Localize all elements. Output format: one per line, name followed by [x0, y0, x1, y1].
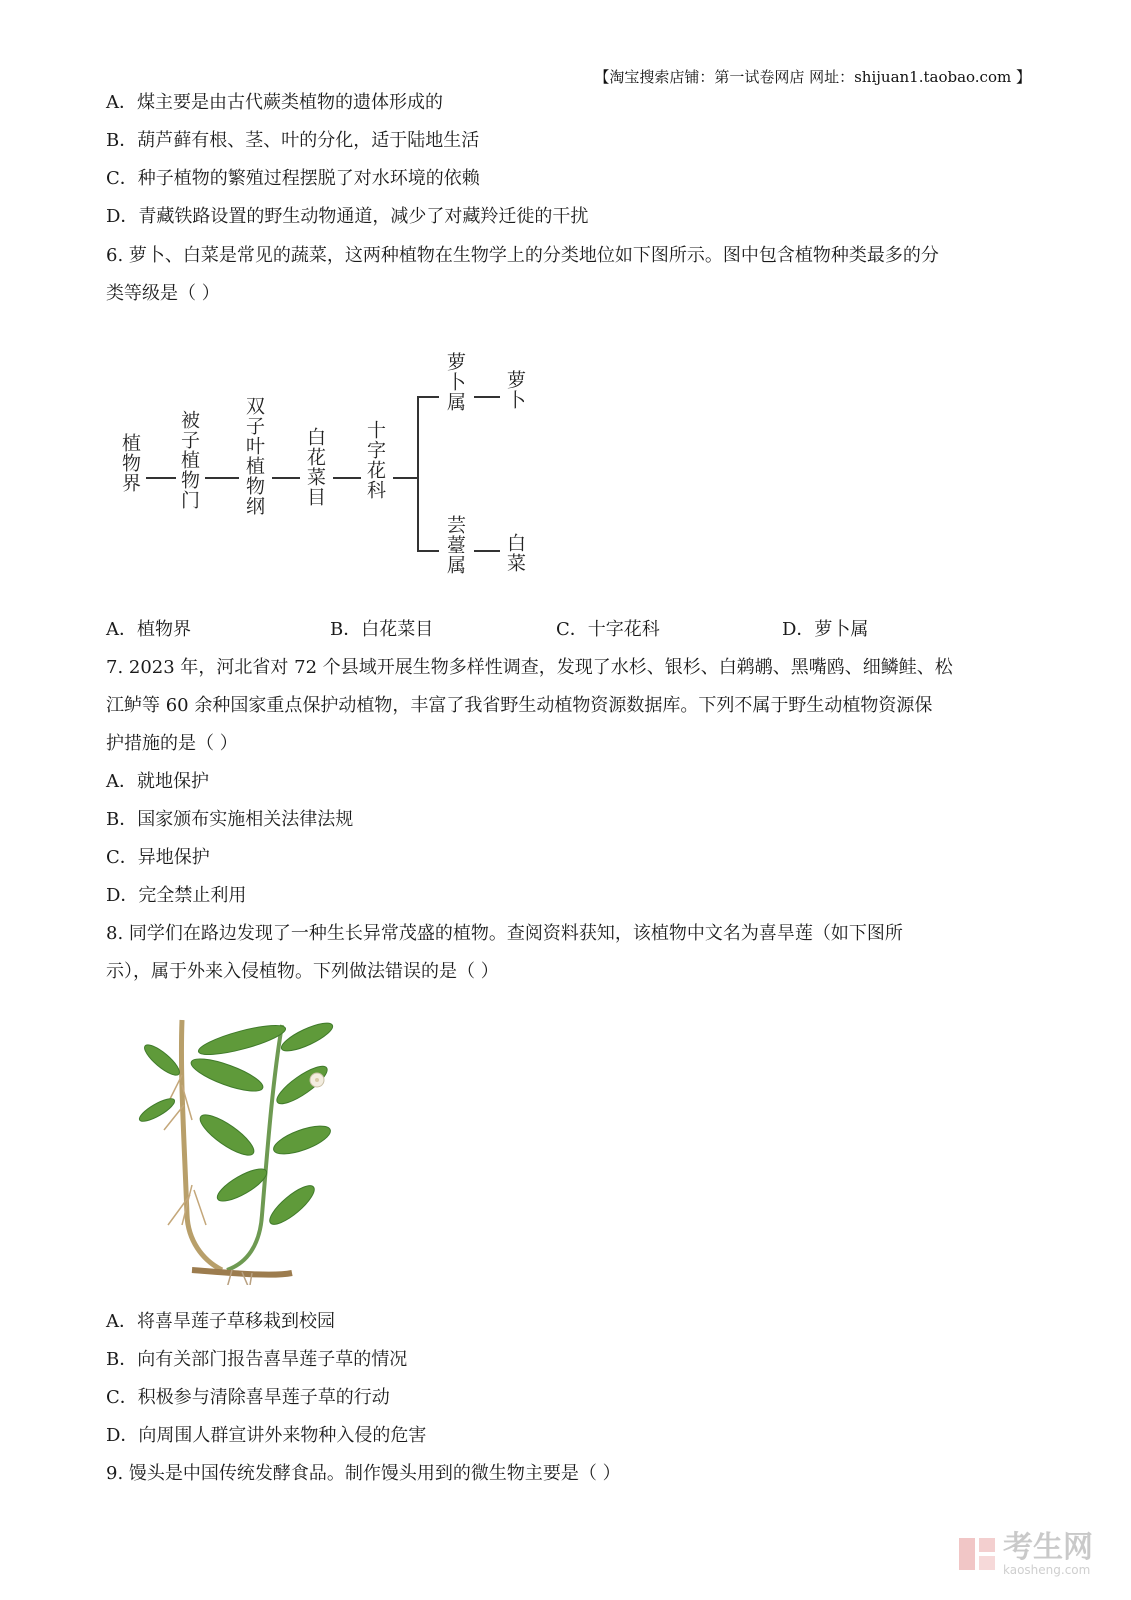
tax-connector	[417, 550, 439, 552]
watermark-logo-icon	[957, 1534, 997, 1574]
tax-connector	[333, 477, 361, 479]
q6-stem-line2: 类等级是（ ）	[106, 283, 220, 304]
tax-connector	[205, 477, 239, 479]
tax-class: 双子叶植物纲	[243, 396, 265, 516]
tax-kingdom: 植物界	[119, 433, 141, 493]
tax-species-cabbage: 白菜	[504, 533, 526, 573]
q8-option-b: B．向有关部门报告喜旱莲子草的情况	[106, 1349, 408, 1370]
q6-option-d: D．萝卜属	[782, 619, 869, 640]
tax-order: 白花菜目	[304, 427, 326, 507]
q9-stem-line1: 9. 馒头是中国传统发酵食品。制作馒头用到的微生物主要是（ ）	[106, 1463, 621, 1484]
tax-phylum: 被子植物门	[178, 410, 200, 510]
q7-option-b: B．国家颁布实施相关法律法规	[106, 809, 354, 830]
q5-option-d: D．青藏铁路设置的野生动物通道，减少了对藏羚迁徙的干扰	[106, 206, 589, 227]
tax-bracket	[417, 396, 419, 551]
watermark-text: 考生网	[1003, 1530, 1093, 1565]
q6-option-a: A．植物界	[106, 619, 191, 640]
q7-option-d: D．完全禁止利用	[106, 885, 247, 906]
q5-option-a: A．煤主要是由古代蕨类植物的遗体形成的	[106, 92, 443, 113]
q7-stem-line3: 护措施的是（ ）	[106, 733, 238, 754]
q5-option-b: B．葫芦藓有根、茎、叶的分化，适于陆地生活	[106, 130, 480, 151]
tax-family: 十字花科	[364, 420, 386, 500]
q6-stem-line1: 6. 萝卜、白菜是常见的蔬菜，这两种植物在生物学上的分类地位如下图所示。图中包含植物种类最多的分	[106, 245, 939, 266]
tax-connector	[474, 550, 500, 552]
q8-option-c: C．积极参与清除喜旱莲子草的行动	[106, 1387, 390, 1408]
q5-option-c: C．种子植物的繁殖过程摆脱了对水环境的依赖	[106, 168, 480, 189]
q7-stem-line1: 7. 2023 年，河北省对 72 个县域开展生物多样性调查，发现了水杉、银杉、白鹈鹕、黑嘴鸥、细鳞鲑、松	[106, 657, 953, 678]
watermark	[957, 1532, 1093, 1576]
q6-option-b: B．白花菜目	[330, 619, 434, 640]
tax-connector	[417, 396, 439, 398]
q8-stem-line1: 8. 同学们在路边发现了一种生长异常茂盛的植物。查阅资料获知，该植物中文名为喜旱莲（如下图所	[106, 923, 903, 944]
tax-genus-brassica: 芸薹属	[444, 515, 466, 575]
tax-genus-radish: 萝卜属	[444, 352, 466, 412]
q8-option-a: A．将喜旱莲子草移栽到校园	[106, 1311, 335, 1332]
q7-option-a: A．就地保护	[106, 771, 209, 792]
tax-species-radish: 萝卜	[504, 370, 526, 410]
watermark-sub: kaosheng.com	[1003, 1563, 1091, 1577]
q6-option-c: C．十字花科	[556, 619, 660, 640]
alligator-weed-illustration	[132, 1015, 342, 1285]
tax-connector	[272, 477, 300, 479]
shop-header: 【淘宝搜索店铺：第一试卷网店 网址：shijuan1.taobao.com 】	[594, 68, 1031, 86]
q8-option-d: D．向周围人群宣讲外来物种入侵的危害	[106, 1425, 427, 1446]
tax-connector	[146, 477, 176, 479]
q8-stem-line2: 示），属于外来入侵植物。下列做法错误的是（ ）	[106, 961, 499, 982]
q7-option-c: C．异地保护	[106, 847, 210, 868]
tax-connector	[393, 477, 417, 479]
q7-stem-line2: 江鲈等 60 余种国家重点保护动植物，丰富了我省野生动植物资源数据库。下列不属于野生动植物资源保	[106, 695, 933, 716]
tax-connector	[474, 396, 500, 398]
